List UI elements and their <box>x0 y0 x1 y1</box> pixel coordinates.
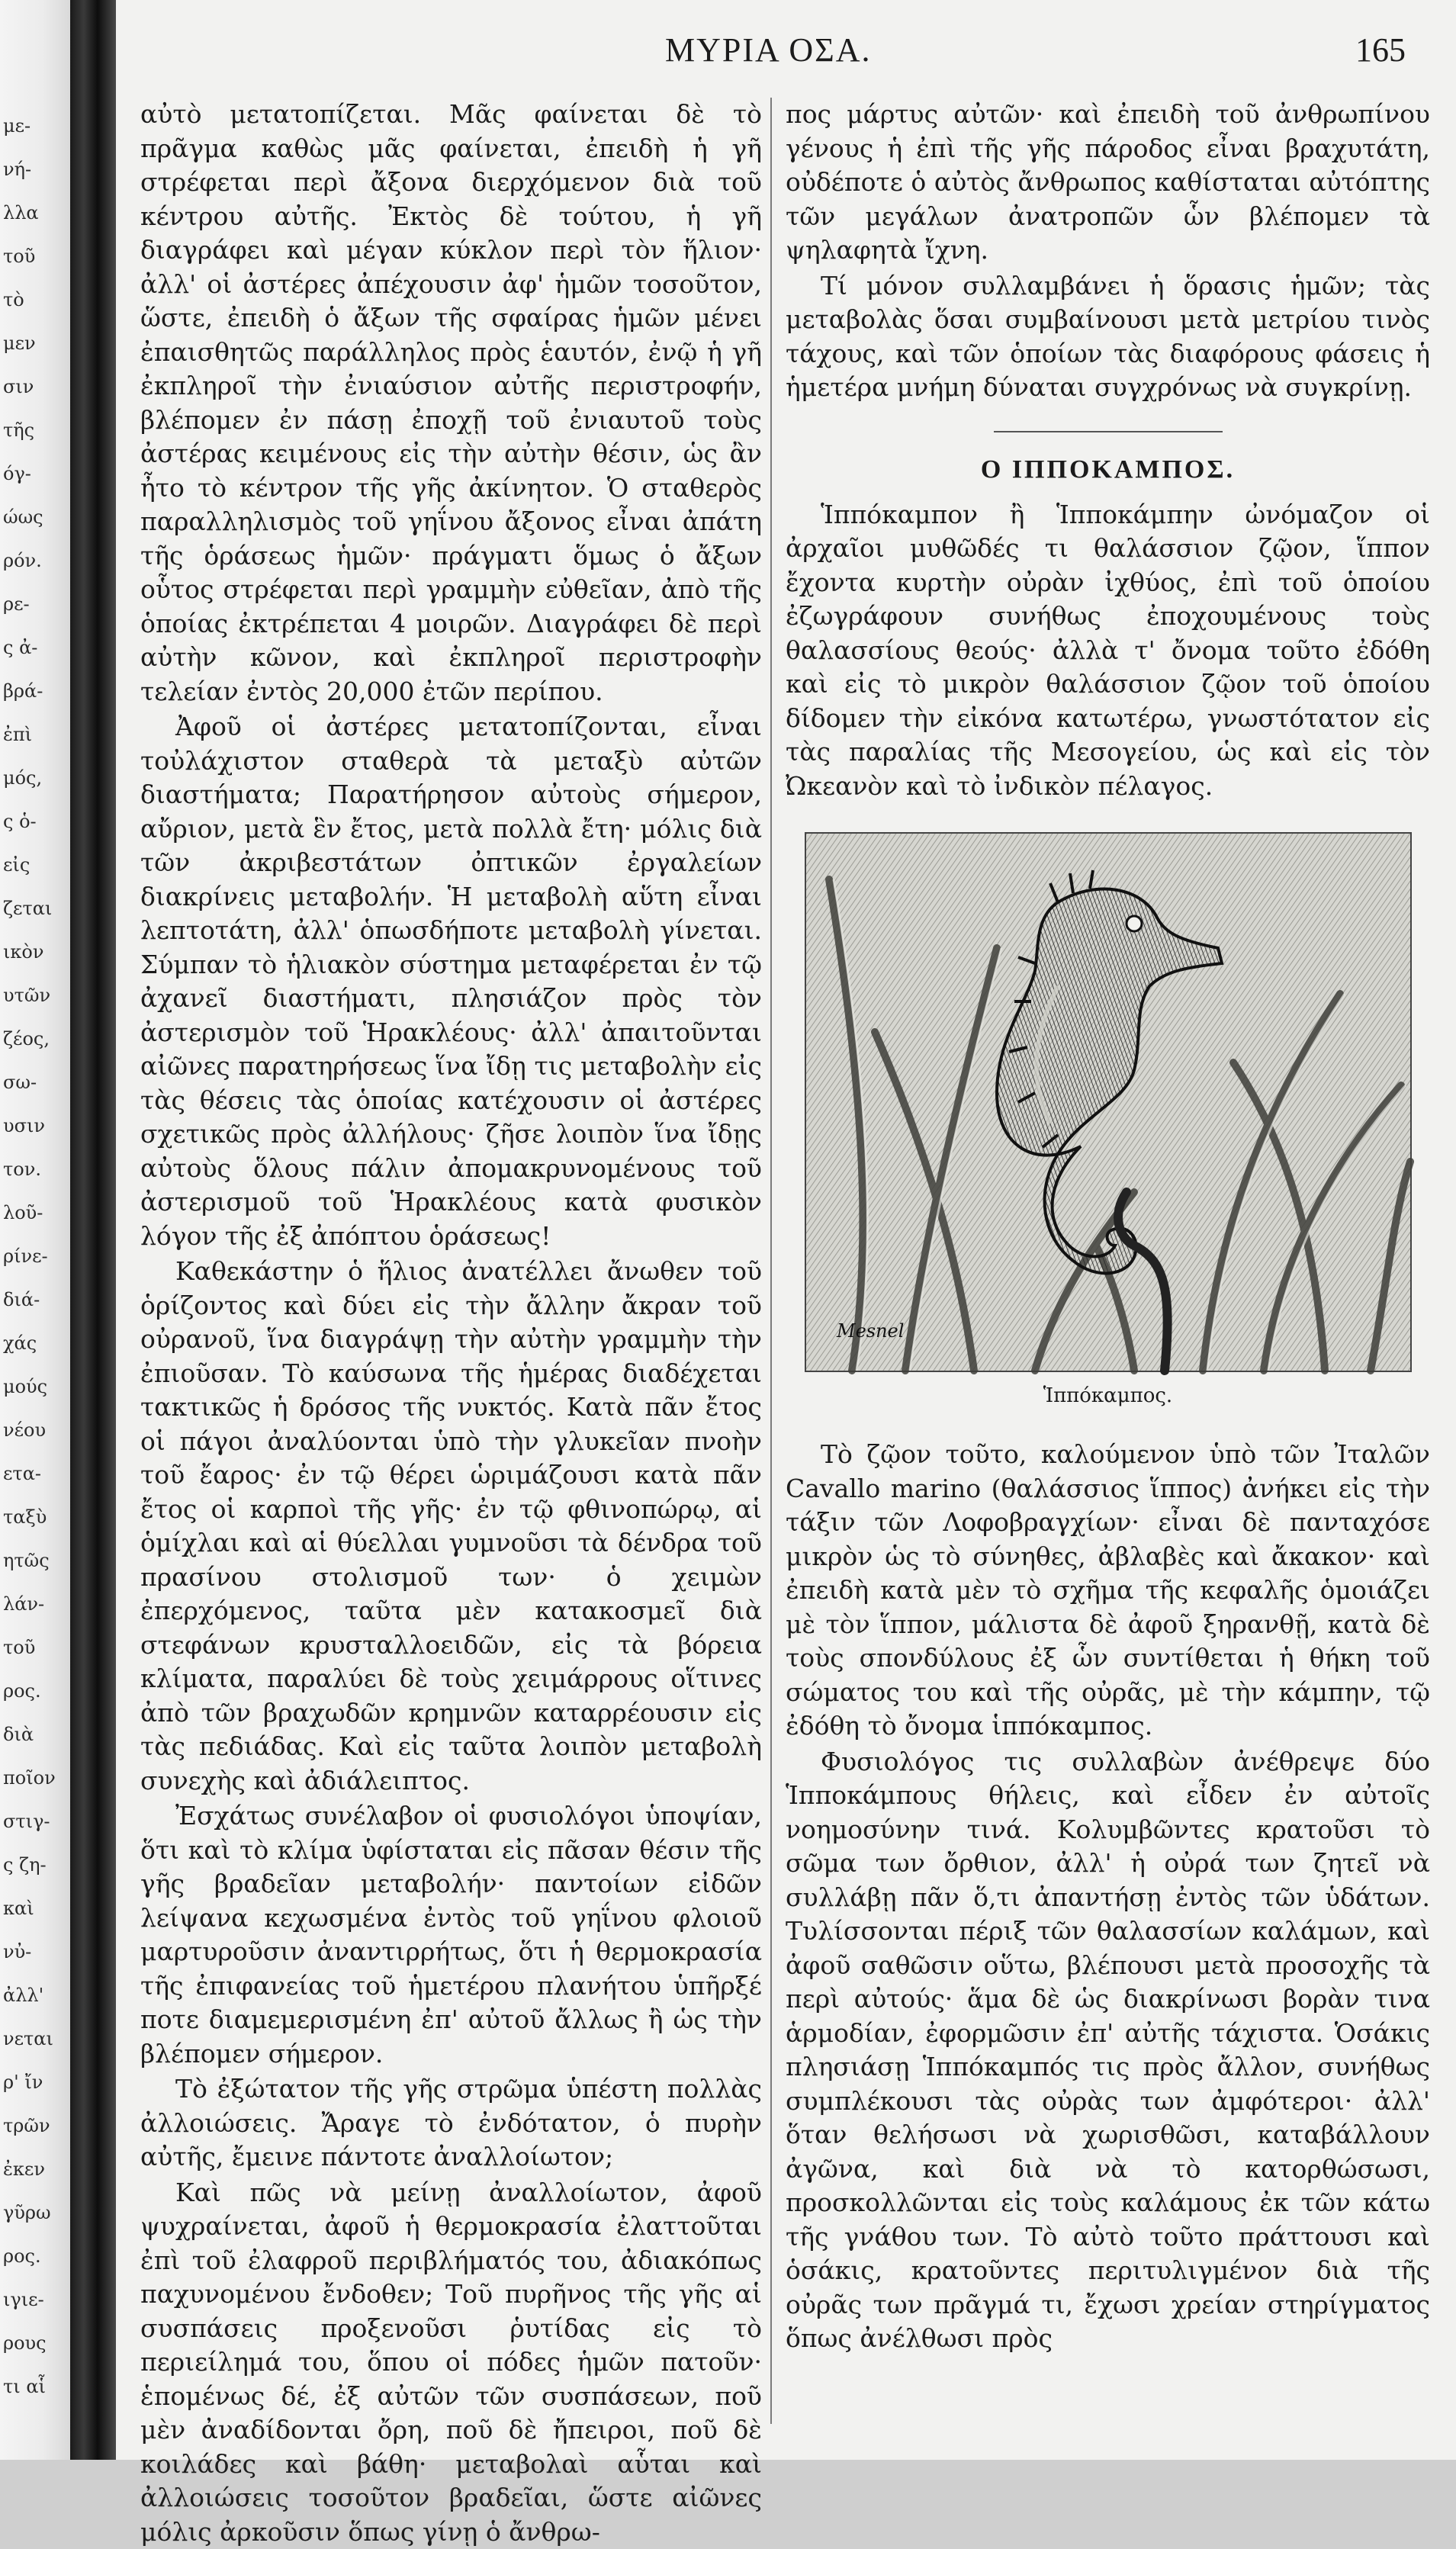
gutter-fragment: ρους <box>3 2332 47 2355</box>
gutter-fragment: σιν <box>3 375 34 398</box>
gutter-fragment: νεται <box>3 2027 53 2050</box>
gutter-fragment: ητῶς <box>3 1549 50 1572</box>
gutter-fragment: μεν <box>3 332 36 355</box>
left-paragraph-6: Καὶ πῶς νὰ μείνῃ ἀναλλοίωτον, ἀφοῦ ψυχραίνεται, ἀφοῦ ἡ θερμοκρασία ἐλαττοῦται ἐπὶ τοῦ ἐλαφροῦ περιβλήματός του, ἀδιακόπως παχυνομένου ἔνδοθεν; Τοῦ πυρῆνος τῆς γῆς αἱ συσπάσεις προξενοῦσι ῥυτίδας εἰς τὸ περιείλημά του, ὅπου οἱ πόδες ἡμῶν πατοῦν· ἑπομένως δέ, ἐξ αὐτῶν τῶν συσπάσεων, ποῦ μὲν ἀναδίδονται ὄρη, ποῦ δὲ ἤπειροι, ποῦ δὲ κοιλάδες καὶ βάθη· μεταβολαὶ αὗται καὶ ἀλλοιώσεις τοσοῦτον βραδεῖαι, ὥστε αἰῶνες μόλις ἀρκοῦσιν ὅπως γίνῃ ὁ ἄνθρω- <box>140 2176 762 2549</box>
right-paragraph-1: πος μάρτυς αὐτῶν· καὶ ἐπειδὴ τοῦ ἀνθρωπίνου γένους ἡ ἐπὶ τῆς γῆς πάροδος εἶναι βραχυτάτη, οὐδέποτε ὁ αὐτὸς ἄνθρωπος καθίσταται αὐτόπτης τῶν μεγάλων ἀνατροπῶν ὧν βλέπομεν τὰ ψηλαφητὰ ἴχνη. <box>786 98 1430 268</box>
page-number: 165 <box>1355 31 1406 69</box>
gutter-fragment: μούς <box>3 1375 47 1398</box>
gutter-fragment: χάς <box>3 1332 37 1355</box>
book-spine-shadow <box>70 0 116 2460</box>
gutter-fragment: μός, <box>3 767 42 789</box>
right-paragraph-after-figure-2: Φυσιολόγος τις συλλαβὼν ἀνέθρεψε δύο Ἱπποκάμπους θήλεις, καὶ εἶδεν ἐν αὐτοῖς νοημοσύνην τινά. Κολυμβῶντες κρατοῦσι τὸ σῶμα των ὄρθιον, ἀλλ' ἡ οὐρά των ζητεῖ νὰ συλλάβῃ πᾶν ὅ,τι ἀπαντήσῃ ἐντὸς τῶν ὑδάτων. Τυλίσσονται πέριξ τῶν θαλασσίων καλάμων, καὶ ἀφοῦ σαθῶσιν οὕτω, βλέπουσι μετὰ προσοχῆς τὰ περὶ αὐτούς· ἅμα δὲ ὡς διακρίνωσι βορὰν τινα ἁρμοδίαν, ἐφορμῶσιν ἐπ' αὐτῆς τάχιστα. Ὁσάκις πλησιάσῃ Ἱππόκαμπός τις πρὸς ἄλλον, συνήθως συμπλέκουσι τὰς οὐρὰς των ἀμφότεροι· ἀλλ' ὅταν θελήσωσι νὰ χωρισθῶσι, καταβάλλουν ἀγῶνα, καὶ διὰ νὰ τὸ κατορθώσωσι, προσκολλῶνται εἰς τοὺς καλάμους ἐκ τῶν κάτω τῆς γνάθου των. Τὸ αὐτὸ τοῦτο πράττουσι καὶ ὁσάκις, κρατοῦντες περιτυλιγμένον διὰ τῆς οὐρᾶς των πρᾶγμά τι, ἔχωσι χρείαν στηρίγματος ὅπως ἀνέλθωσι πρὸς <box>786 1745 1430 2356</box>
gutter-fragment: τον. <box>3 1158 41 1181</box>
left-paragraph-5: Τὸ ἐξώτατον τῆς γῆς στρῶμα ὑπέστη πολλὰς ἀλλοιώσεις. Ἄραγε τὸ ἐνδότατον, ὁ πυρὴν αὐτῆς, ἔμεινε πάντοτε ἀναλλοίωτον; <box>140 2072 762 2175</box>
gutter-fragment: ετα- <box>3 1462 41 1485</box>
running-title: ΜΥΡΙΑ ΟΣΑ. <box>665 31 872 69</box>
gutter-fragment: λοῦ- <box>3 1201 43 1224</box>
gutter-fragment: ζεται <box>3 897 52 920</box>
left-paragraph-2: Ἀφοῦ οἱ ἀστέρες μετατοπίζονται, εἶναι τοὐλάχιστον σταθερὰ τὰ μεταξὺ αὐτῶν διαστήματα; Παρατήρησον αὐτοὺς σήμερον, αὔριον, μετὰ ἓν ἔτος, μετὰ πολλὰ ἔτη· μόλις διὰ τῶν ἀκριβεστάτων ὀπτικῶν ἐργαλείων διακρίνεις μεταβολήν. Ἡ μεταβολὴ αὕτη εἶναι λεπτοτάτη, ἀλλ' ὁπωσδήποτε μεταβολὴ γίνεται. Σύμπαν τὸ ἡλιακὸν σύστημα μεταφέρεται ἐν τῷ ἀχανεῖ διαστήματι, πλησιάζον πρὸς τὸν ἀστερισμὸν τοῦ Ἡρακλέους· ἀλλ' ἀπαιτοῦνται αἰῶνες παρατηρήσεως ἵνα ἴδῃ τις μεταβολὴν εἰς τὰς θέσεις τὰς ὁποίας κατέχουσιν οἱ ἀστέρες σχετικῶς πρὸς ἀλλήλους· ζῆσε λοιπὸν ἵνα ἴδῃς αὐτοὺς ὅλους πάλιν ἀπομακρυνομένους τοῦ ἀστερισμοῦ τοῦ Ἡρακλέους κατὰ φυσικὸν λόγον τῆς ἐξ ἀπόπτου ὁράσεως! <box>140 710 762 1253</box>
gutter-fragment: νέου <box>3 1419 46 1442</box>
right-paragraph-2: Τί μόνον συλλαμβάνει ἡ ὅρασις ἡμῶν; τὰς μεταβολὰς ὅσαι συμβαίνουσι μετὰ μετρίου τινὸς τάχους, καὶ τῶν ὁποίων τὰς διαφόρους φάσεις ἡ ἡμετέρα μνήμη δύναται συγχρόνως νὰ συγκρίνῃ. <box>786 269 1430 405</box>
gutter-fragment: ρίνε- <box>3 1245 48 1268</box>
gutter-fragment: ταξὺ <box>3 1506 47 1528</box>
right-column <box>786 98 1430 2439</box>
left-paragraph-1: αὐτὸ μετατοπίζεται. Μᾶς φαίνεται δὲ τὸ πρᾶγμα καθὼς μᾶς φαίνεται, ἐπειδὴ ἡ γῆ στρέφεται περὶ ἄξονα διερχόμενον διὰ τοῦ κέντρου αὐτῆς. Ἐκτὸς δὲ τούτου, ἡ γῆ διαγράφει καὶ μέγαν κύκλον περὶ τὸν ἥλιον· ἀλλ' οἱ ἀστέρες ἀπέχουσιν ἀφ' ἡμῶν τοσοῦτον, ὥστε, ἐπειδὴ ὁ ἄξων τῆς σφαίρας ἡμῶν μένει ἐπαισθητῶς παράλληλος πρὸς ἑαυτόν, ἐνῷ ἡ γῆ ἐκπληροῖ τὴν ἐνιαύσιον αὐτῆς περιστροφήν, βλέπομεν ἐν πάσῃ ἐποχῇ τοῦ ἐνιαυτοῦ τοὺς ἀστέρας κειμένους εἰς τὴν αὐτὴν θέσιν, ὡς ἂν ἦτο τὸ κέντρον τῆς γῆς ἀκίνητον. Ὁ σταθερὸς παραλληλισμὸς τοῦ γηΐνου ἄξονος εἶναι ἀπάτη τῆς ὁράσεως ἡμῶν· πράγματι ὅμως ὁ ἄξων οὗτος στρέφεται περὶ γραμμὴν εὐθεῖαν, ἀπὸ τῆς ὁποίας ἐκτρέπεται 4 μοιρῶν. Διαγράφει δὲ περὶ αὐτὴν κῶνον, καὶ ἐκπληροῖ περιστροφὴν τελείαν ἐντὸς 20,000 ἐτῶν περίπου. <box>140 98 762 709</box>
gutter-fragment: λλα <box>3 201 39 224</box>
book-page <box>116 0 1456 2460</box>
seahorse-engraving <box>805 832 1412 1372</box>
gutter-fragment: καὶ <box>3 1897 34 1920</box>
engraver-signature: Mesnel <box>836 1320 904 1342</box>
gutter-fragment: διά- <box>3 1288 40 1311</box>
gutter-fragment: υτῶν <box>3 984 50 1007</box>
gutter-fragment: τὸ <box>3 288 24 311</box>
column-divider <box>770 98 772 2424</box>
gutter-fragment: τρῶν <box>3 2114 50 2137</box>
gutter-fragment: ς ἀ- <box>3 636 37 659</box>
gutter-fragment: ρόν. <box>3 549 42 572</box>
gutter-fragment: βρά- <box>3 680 43 702</box>
gutter-fragment: ρε- <box>3 593 30 616</box>
gutter-fragment: ρος. <box>3 2245 41 2268</box>
gutter-fragment: τι αἷ <box>3 2375 46 2398</box>
gutter-fragment: ώως <box>3 506 43 529</box>
page-header <box>116 31 1456 76</box>
left-paragraph-4: Ἐσχάτως συνέλαβον οἱ φυσιολόγοι ὑποψίαν, ὅτι καὶ τὸ κλίμα ὑφίσταται εἰς πᾶσαν θέσιν τῆς γῆς βραδεῖαν μεταβολήν· παντοίων εἰδῶν λείψανα κεχωσμένα ἐντὸς τοῦ γηΐνου φλοιοῦ μαρτυροῦσιν ἀναντιρρήτως, ὅτι ἡ θερμοκρασία τῆς ἐπιφανείας τοῦ ἡμετέρου πλανήτου ὑπῆρξέ ποτε διαμεμερισμένη ἐπ' αὐτοῦ ἄλλως ἢ ὡς τὴν βλέπομεν σήμερον. <box>140 1799 762 2071</box>
gutter-fragment: σω- <box>3 1071 37 1094</box>
gutter-fragment: νὐ- <box>3 1940 31 1963</box>
gutter-fragment: διὰ <box>3 1723 34 1746</box>
previous-page-gutter <box>0 0 70 2460</box>
gutter-fragment: ρ' ἴν <box>3 2071 43 2094</box>
gutter-fragment: ζέος, <box>3 1027 50 1050</box>
seahorse-illustration <box>806 834 1410 1371</box>
gutter-fragment: υσιν <box>3 1114 45 1137</box>
gutter-fragment: τοῦ <box>3 1636 35 1659</box>
section-separator <box>994 431 1223 432</box>
gutter-fragment: με- <box>3 114 31 137</box>
gutter-fragment: ικὸν <box>3 940 43 963</box>
gutter-fragment: εἰς <box>3 853 30 876</box>
gutter-fragment: ἀλλ' <box>3 1984 43 2007</box>
section-title: Ο ΙΠΠΟΚΑΜΠΟΣ. <box>786 455 1430 484</box>
gutter-fragment: όγ- <box>3 462 31 485</box>
gutter-fragment: ς ὁ- <box>3 810 37 833</box>
gutter-fragment: ιγιε- <box>3 2288 44 2311</box>
gutter-fragment: ἐπὶ <box>3 723 32 746</box>
gutter-fragment: τῆς <box>3 419 34 442</box>
gutter-fragment: νή- <box>3 158 31 181</box>
left-column <box>140 98 762 2439</box>
figure-caption: Ἱππόκαμπος. <box>786 1384 1430 1407</box>
gutter-fragment: στιγ- <box>3 1810 50 1833</box>
section-intro-paragraph: Ἱππόκαμπον ἢ Ἱπποκάμπην ὠνόμαζον οἱ ἀρχαῖοι μυθῶδές τι θαλάσσιον ζῷον, ἵππον ἔχοντα κυρτὴν οὐρὰν ἰχθύος, ἐπὶ τοῦ ὁποίου ἐζωγράφουν συνήθως ἐποχουμένους τοὺς θαλασσίους θεούς· ἀλλὰ τ' ὄνομα τοῦτο ἐδόθη καὶ εἰς τὸ μικρὸν θαλάσσιον ζῷον τοῦ ὁποίου δίδομεν τὴν εἰκόνα κατωτέρω, γνωστότατον εἰς τὰς παραλίας τῆς Μεσογείου, ὡς καὶ εἰς τὸν Ὠκεανὸν καὶ τὸ ἰνδικὸν πέλαγος. <box>786 498 1430 804</box>
gutter-fragment: ποῖον <box>3 1766 56 1789</box>
gutter-fragment: ρος. <box>3 1680 41 1702</box>
right-paragraph-after-figure-1: Τὸ ζῷον τοῦτο, καλούμενον ὑπὸ τῶν Ἰταλῶν Cavallo marino (θαλάσσιος ἵππος) ἀνήκει εἰς τὴν τάξιν τῶν Λοφοβραγχίων· εἶναι δὲ πανταχόσε μικρὸν ὡς τὸ σύνηθες, ἀβλαβὲς καὶ ἄκακον· καὶ ἐπειδὴ κατὰ μὲν τὸ σχῆμα τῆς κεφαλῆς ὁμοιάζει μὲ τὸν ἵππον, μάλιστα δὲ ἀφοῦ ξηρανθῇ, κατὰ δὲ τοὺς σπονδύλους ἐξ ὧν συντίθεται ἡ θήκη τοῦ σώματος του καὶ τῆς οὐρᾶς, μὲ τὴν κάμπην, τῷ ἐδόθη τὸ ὄνομα ἱππόκαμπος. <box>786 1438 1430 1744</box>
gutter-fragment: ς ζη- <box>3 1853 47 1876</box>
gutter-fragment: λάν- <box>3 1593 44 1615</box>
gutter-fragment: γῦρω <box>3 2201 51 2224</box>
seahorse-eye <box>1127 916 1142 931</box>
gutter-fragment: ἐκεν <box>3 2158 45 2181</box>
gutter-fragment: τοῦ <box>3 245 35 268</box>
left-paragraph-3: Καθεκάστην ὁ ἥλιος ἀνατέλλει ἄνωθεν τοῦ ὁρίζοντος καὶ δύει εἰς τὴν ἄλλην ἄκραν τοῦ οὐρανοῦ, ἵνα διαγράψῃ τὴν αὐτὴν γραμμὴν τὴν ἐπιοῦσαν. Τὸ καύσωνα τῆς ἡμέρας διαδέχεται τακτικῶς ἡ δρόσος τῆς νυκτός. Κατὰ πᾶν ἔτος οἱ πάγοι ἀναλύονται ὑπὸ τὴν γλυκεῖαν πνοὴν τοῦ ἔαρος· ἐν τῷ θέρει ὡριμάζουσι κατὰ πᾶν ἔτος οἱ καρποὶ τῆς γῆς· ἐν τῷ φθινοπώρῳ, αἱ ὁμίχλαι καὶ αἱ θύελλαι γυμνοῦσι τὰ δένδρα τοῦ πρασίνου στολισμοῦ των· ὁ χειμὼν ἐπερχόμενος, ταῦτα μὲν κατακοσμεῖ διὰ στεφάνων κρυσταλλοειδῶν, εἰς τὰ βόρεια κλίματα, παραλύει δὲ τοὺς χειμάρρους οἵτινες ἀπὸ τῶν βραχωδῶν κρημνῶν καταρρέουσιν εἰς τὰς πεδιάδας. Καὶ εἰς ταῦτα λοιπὸν μεταβολὴ συνεχὴς καὶ ἀδιάλειπτος. <box>140 1255 762 1798</box>
